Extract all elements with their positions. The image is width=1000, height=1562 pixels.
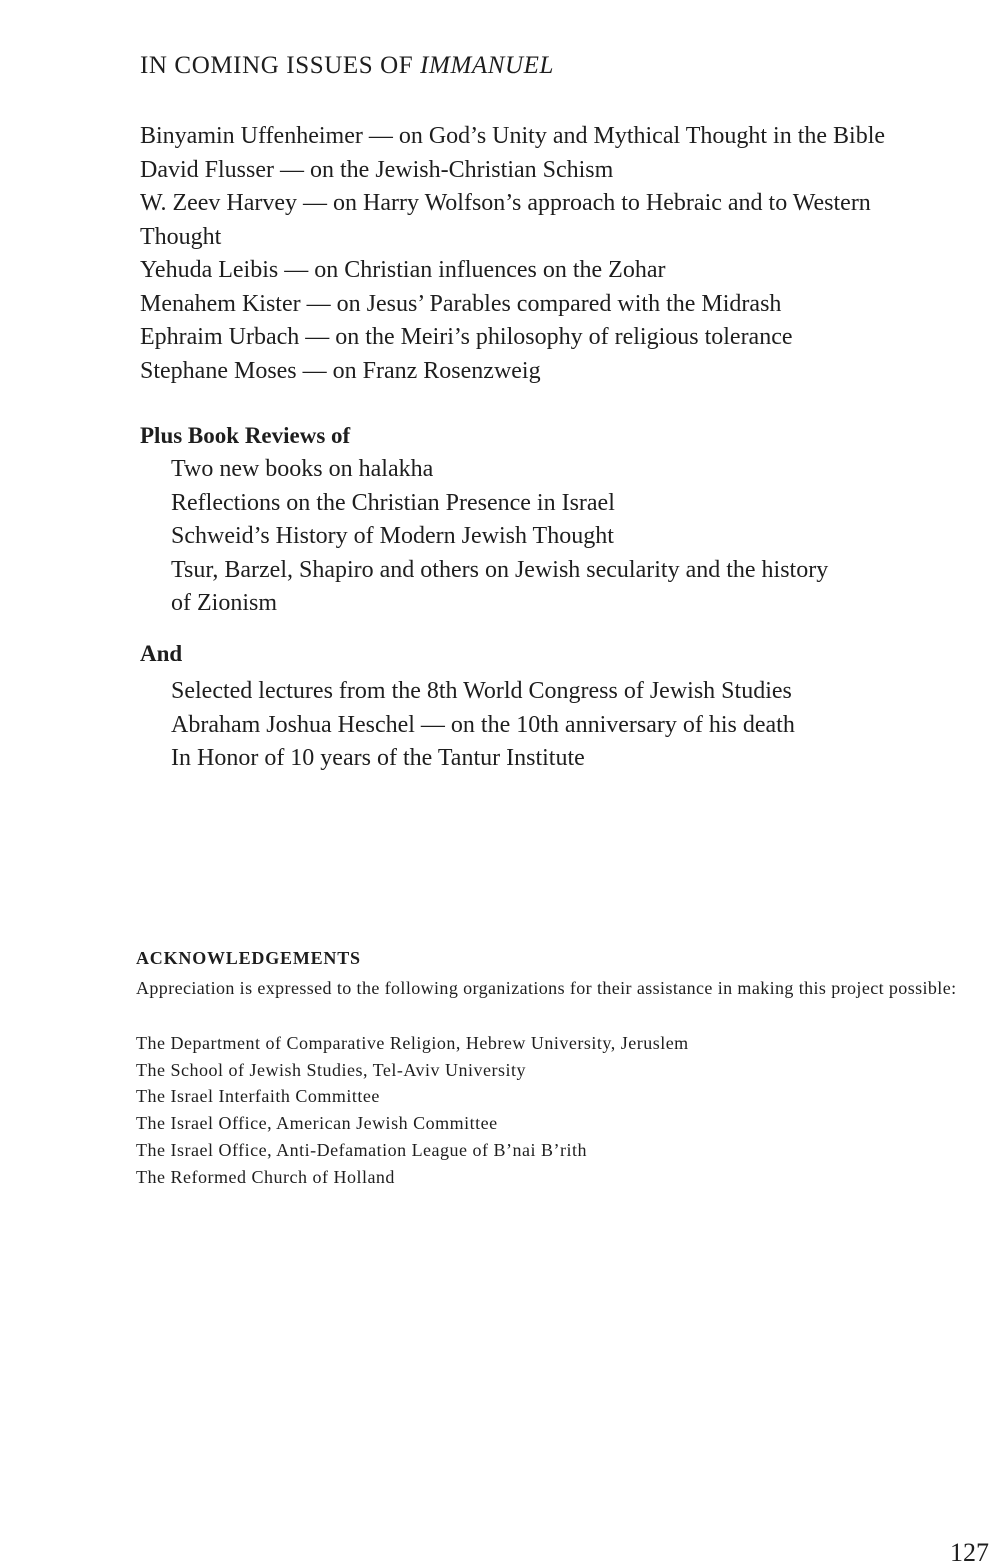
journal-title: IMMANUEL xyxy=(420,52,555,79)
list-item: Abraham Joshua Heschel — on the 10th anniversary of his death xyxy=(171,711,795,738)
list-item: The Reformed Church of Holland xyxy=(136,1166,395,1187)
and-list xyxy=(171,675,931,776)
and-heading: And xyxy=(140,641,183,666)
list-item: Schweid’s History of Modern Jewish Thought xyxy=(171,523,614,549)
list-item: The Israel Office, American Jewish Committee xyxy=(136,1113,498,1134)
list-item: The Israel Office, Anti-Defamation League of B’nai B’rith xyxy=(136,1139,588,1160)
list-item: Selected lectures from the 8th World Congress of Jewish Studies xyxy=(171,678,792,704)
page-heading xyxy=(140,52,554,80)
acknowledgements-text: Appreciation is expressed to the following organizations for their assistance in making this project possible: xyxy=(136,978,957,998)
list-item: Tsur, Barzel, Shapiro and others on Jewish secularity and the history xyxy=(171,556,829,583)
book-reviews-heading: Plus Book Reviews of xyxy=(140,423,351,448)
list-item: David Flusser — on the Jewish-Christian Schism xyxy=(140,156,614,183)
list-item: Thought xyxy=(140,223,222,250)
list-item: Binyamin Uffenheimer — on God’s Unity and Mythical Thought in the Bible xyxy=(140,123,886,149)
list-item: Ephraim Urbach — on the Meiri’s philosophy of religious tolerance xyxy=(140,324,793,350)
list-item: of Zionism xyxy=(171,590,277,616)
list-item: W. Zeev Harvey — on Harry Wolfson’s approach to Hebraic and to Western xyxy=(140,190,871,216)
list-item: Two new books on halakha xyxy=(171,456,434,482)
book-reviews-list xyxy=(171,453,931,621)
upcoming-articles-list xyxy=(140,120,1000,388)
organizations-list xyxy=(136,1030,936,1190)
list-item: The School of Jewish Studies, Tel-Aviv University xyxy=(136,1059,527,1080)
acknowledgements-title: ACKNOWLEDGEMENTS xyxy=(136,948,361,968)
page-number: 127 xyxy=(950,1538,989,1562)
list-item: The Department of Comparative Religion, Hebrew University, Jeruslem xyxy=(136,1033,689,1053)
list-item: The Israel Interfaith Committee xyxy=(136,1086,380,1107)
heading-prefix: IN COMING ISSUES OF xyxy=(140,52,421,79)
list-item: Reflections on the Christian Presence in Israel xyxy=(171,489,615,516)
list-item: Yehuda Leibis — on Christian influences on the Zohar xyxy=(140,257,666,283)
list-item: In Honor of 10 years of the Tantur Institute xyxy=(171,745,585,771)
list-item: Menahem Kister — on Jesus’ Parables compared with the Midrash xyxy=(140,290,782,317)
list-item: Stephane Moses — on Franz Rosenzweig xyxy=(140,357,541,384)
